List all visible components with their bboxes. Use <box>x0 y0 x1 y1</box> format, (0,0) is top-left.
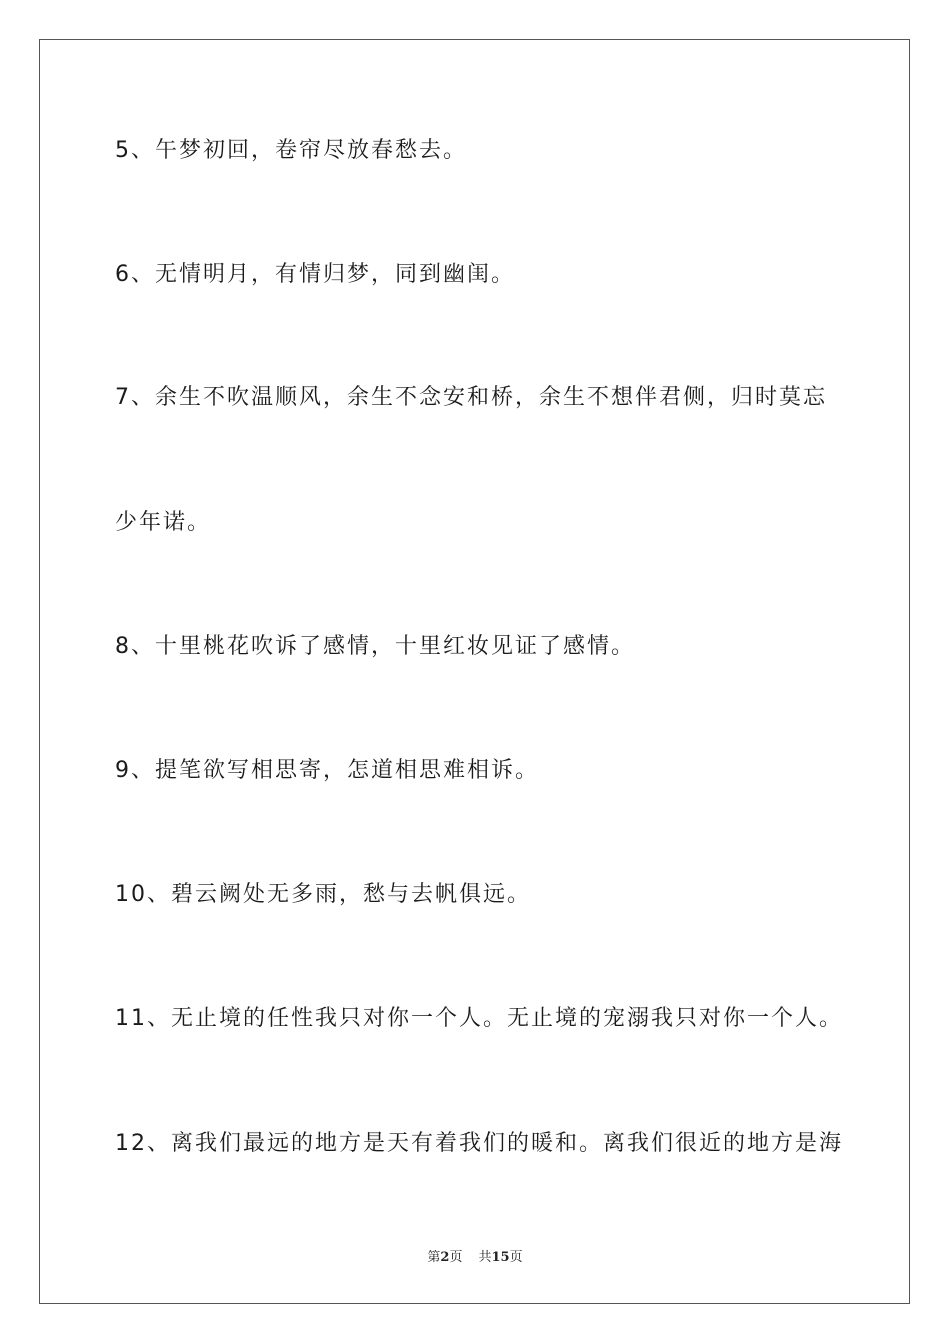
text-line-7: 7、余生不吹温顺风，余生不念安和桥，余生不想伴君侧，归时莫忘 <box>115 385 827 410</box>
text-line-6: 6、无情明月，有情归梦，同到幽闺。 <box>115 262 515 287</box>
text-line-11: 11、无止境的任性我只对你一个人。无止境的宠溺我只对你一个人。 <box>115 1006 843 1031</box>
text-line-9: 9、提笔欲写相思寄，怎道相思难相诉。 <box>115 758 539 783</box>
page-footer <box>0 1246 950 1265</box>
footer-page-prefix: 第 <box>427 1250 441 1265</box>
text-line-7-continued: 少年诺。 <box>115 510 212 535</box>
text-line-12: 12、离我们最远的地方是天有着我们的暖和。离我们很近的地方是海 <box>115 1131 843 1156</box>
text-line-5: 5、午梦初回，卷帘尽放春愁去。 <box>115 138 467 163</box>
footer-total-suffix: 页 <box>509 1250 523 1265</box>
page-border <box>39 39 910 1304</box>
footer-total-pages: 15 <box>491 1250 510 1265</box>
footer-page-suffix: 页 <box>449 1250 463 1265</box>
footer-total-prefix: 共 <box>478 1250 492 1265</box>
text-line-8: 8、十里桃花吹诉了感情，十里红妆见证了感情。 <box>115 634 635 659</box>
footer-current-page: 2 <box>440 1250 450 1265</box>
text-line-10: 10、碧云阙处无多雨，愁与去帆俱远。 <box>115 882 531 907</box>
